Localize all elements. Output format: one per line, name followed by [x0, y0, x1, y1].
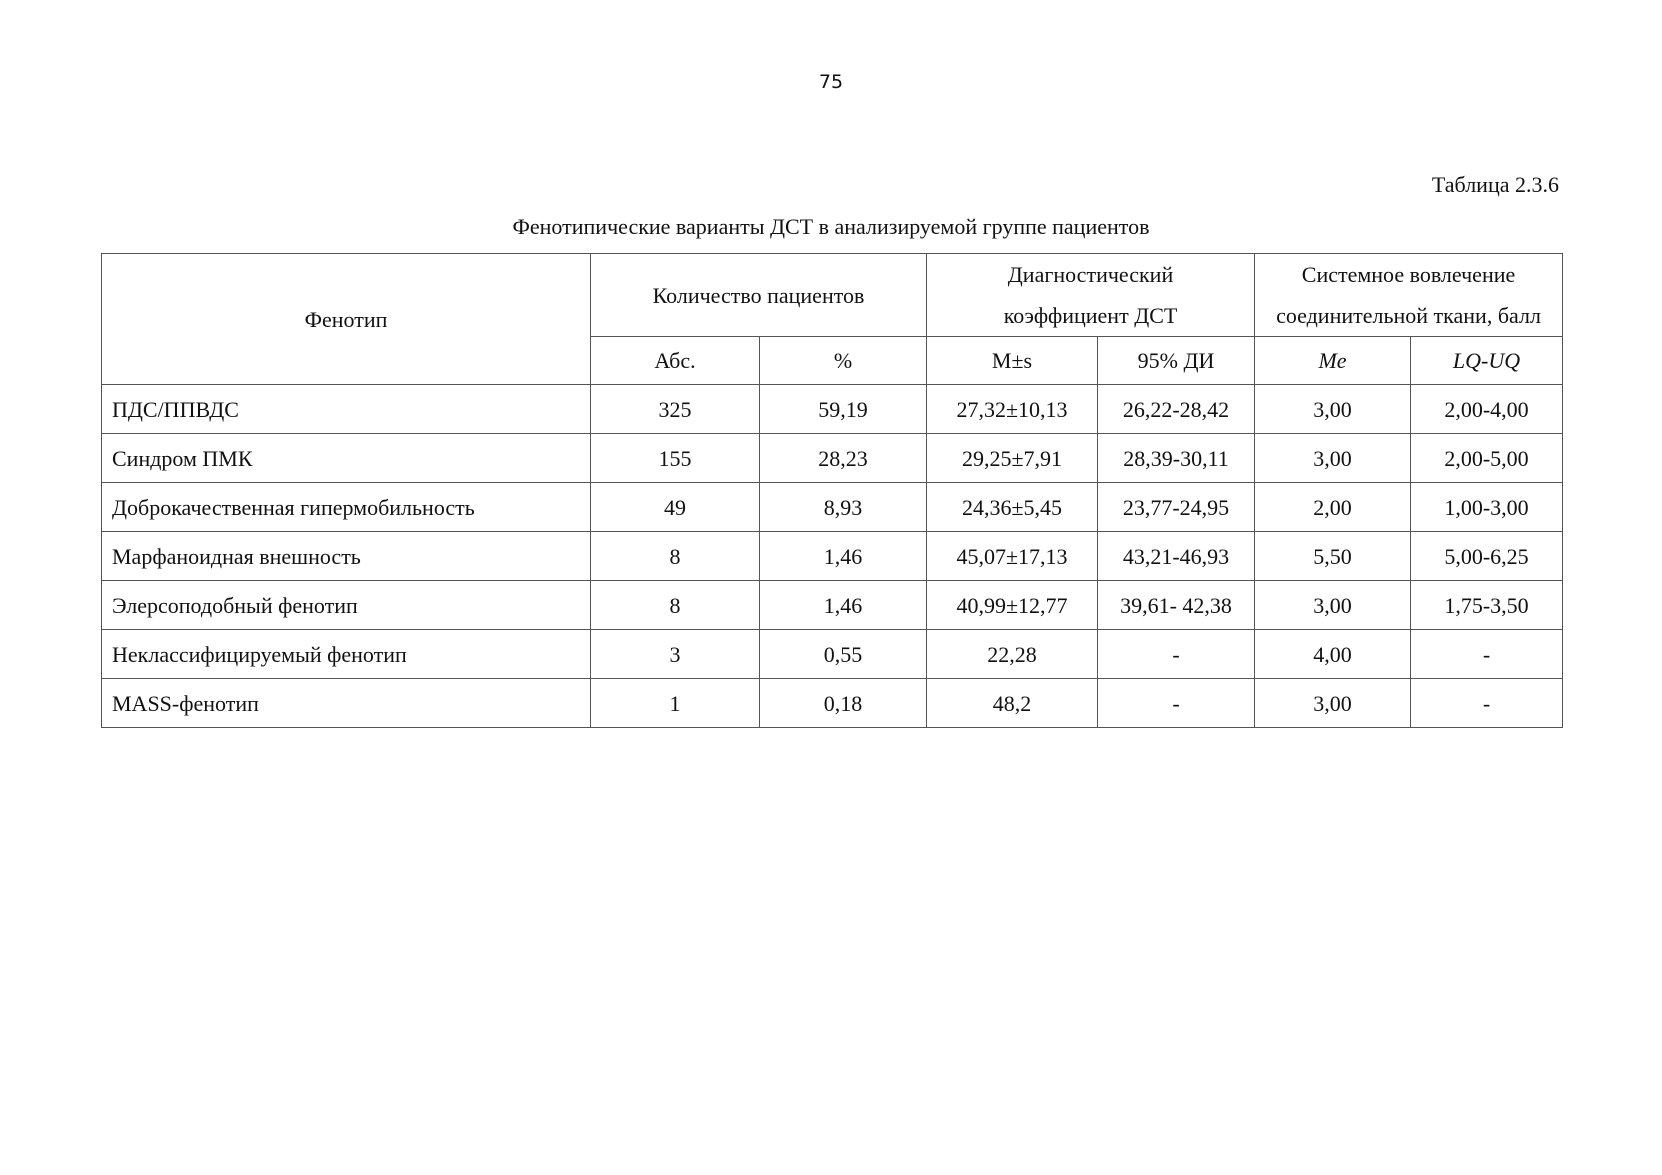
cell-iqr: 5,00-6,25 — [1411, 532, 1563, 581]
cell-phenotype: Неклассифицируемый фенотип — [102, 630, 591, 679]
cell-abs: 325 — [591, 385, 760, 434]
cell-ci: 26,22-28,42 — [1098, 385, 1255, 434]
cell-iqr: 1,75-3,50 — [1411, 581, 1563, 630]
header-systemic-line1: Системное вовлечение — [1301, 262, 1516, 287]
cell-median: 3,00 — [1255, 385, 1411, 434]
cell-iqr: - — [1411, 679, 1563, 728]
header-phenotype: Фенотип — [102, 254, 591, 385]
cell-mean-sd: 27,32±10,13 — [927, 385, 1098, 434]
cell-abs: 49 — [591, 483, 760, 532]
cell-mean-sd: 24,36±5,45 — [927, 483, 1098, 532]
table-row — [102, 385, 1563, 434]
phenotype-table — [101, 253, 1563, 728]
header-ci: 95% ДИ — [1098, 337, 1255, 385]
table-row — [102, 434, 1563, 483]
header-systemic-involvement — [1255, 254, 1563, 337]
cell-phenotype: MASS-фенотип — [102, 679, 591, 728]
header-median: Me — [1255, 337, 1411, 385]
table-row — [102, 630, 1563, 679]
cell-ci: 23,77-24,95 — [1098, 483, 1255, 532]
table-row — [102, 483, 1563, 532]
cell-percent: 0,55 — [760, 630, 927, 679]
table-label: Таблица 2.3.6 — [1431, 172, 1559, 197]
table-header-row — [102, 254, 1563, 337]
cell-mean-sd: 48,2 — [927, 679, 1098, 728]
cell-percent: 28,23 — [760, 434, 927, 483]
cell-median: 3,00 — [1255, 581, 1411, 630]
cell-abs: 155 — [591, 434, 760, 483]
cell-iqr: 2,00-4,00 — [1411, 385, 1563, 434]
header-diagnostic-coefficient — [927, 254, 1255, 337]
cell-median: 3,00 — [1255, 679, 1411, 728]
header-patients: Количество пациентов — [591, 254, 927, 337]
cell-iqr: - — [1411, 630, 1563, 679]
table-row — [102, 532, 1563, 581]
cell-mean-sd: 22,28 — [927, 630, 1098, 679]
cell-phenotype: Марфаноидная внешность — [102, 532, 591, 581]
page-number: 75 — [818, 71, 844, 93]
cell-iqr: 1,00-3,00 — [1411, 483, 1563, 532]
table-row — [102, 679, 1563, 728]
cell-percent: 1,46 — [760, 581, 927, 630]
cell-median: 3,00 — [1255, 434, 1411, 483]
cell-percent: 59,19 — [760, 385, 927, 434]
cell-iqr: 2,00-5,00 — [1411, 434, 1563, 483]
cell-median: 4,00 — [1255, 630, 1411, 679]
cell-abs: 8 — [591, 581, 760, 630]
cell-percent: 8,93 — [760, 483, 927, 532]
cell-phenotype: Синдром ПМК — [102, 434, 591, 483]
header-iqr: LQ-UQ — [1411, 337, 1563, 385]
cell-abs: 8 — [591, 532, 760, 581]
cell-ci: 28,39-30,11 — [1098, 434, 1255, 483]
cell-median: 5,50 — [1255, 532, 1411, 581]
header-abs: Абс. — [591, 337, 760, 385]
header-percent: % — [760, 337, 927, 385]
cell-phenotype: ПДС/ППВДС — [102, 385, 591, 434]
header-diagnostic-line1: Диагностический — [1007, 262, 1174, 287]
cell-ci: - — [1098, 679, 1255, 728]
table-caption: Фенотипические варианты ДСТ в анализируемой группе пациентов — [512, 214, 1150, 239]
cell-percent: 1,46 — [760, 532, 927, 581]
cell-median: 2,00 — [1255, 483, 1411, 532]
cell-ci: 43,21-46,93 — [1098, 532, 1255, 581]
cell-percent: 0,18 — [760, 679, 927, 728]
header-mean-sd: M±s — [927, 337, 1098, 385]
cell-mean-sd: 40,99±12,77 — [927, 581, 1098, 630]
table-row — [102, 581, 1563, 630]
header-systemic-line2: соединительной ткани, балл — [1276, 303, 1541, 328]
cell-mean-sd: 29,25±7,91 — [927, 434, 1098, 483]
cell-mean-sd: 45,07±17,13 — [927, 532, 1098, 581]
header-diagnostic-line2: коэффициент ДСТ — [1003, 303, 1178, 328]
cell-abs: 1 — [591, 679, 760, 728]
cell-abs: 3 — [591, 630, 760, 679]
cell-ci: - — [1098, 630, 1255, 679]
cell-ci: 39,61- 42,38 — [1098, 581, 1255, 630]
cell-phenotype: Элерсоподобный фенотип — [102, 581, 591, 630]
cell-phenotype: Доброкачественная гипермобильность — [102, 483, 591, 532]
